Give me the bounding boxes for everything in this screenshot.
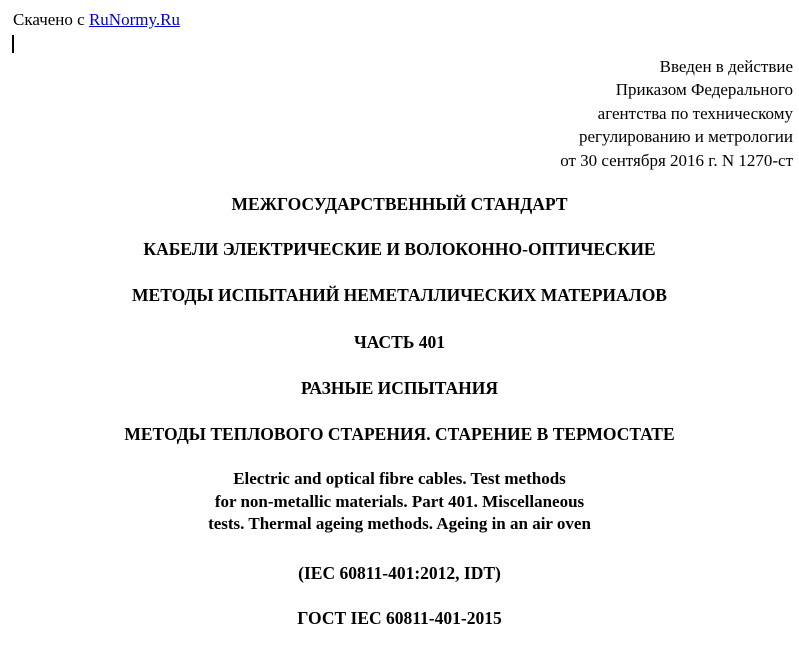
- thermal-ageing-heading: МЕТОДЫ ТЕПЛОВОГО СТАРЕНИЯ. СТАРЕНИЕ В ТЕРМОСТАТЕ: [124, 424, 675, 444]
- part-heading: ЧАСТЬ 401: [353, 332, 446, 352]
- enactment-line: Приказом Федерального: [615, 80, 793, 100]
- source-line: [13, 9, 180, 31]
- enactment-line: Введен в действие: [659, 57, 793, 76]
- standard-type-heading: МЕЖГОСУДАРСТВЕННЫЙ СТАНДАРТ: [231, 194, 568, 214]
- enactment-line: от 30 сентября 2016 г. N 1270-ст: [560, 150, 793, 170]
- enactment-notice: [373, 55, 793, 172]
- source-prefix: Скачено с: [13, 10, 89, 29]
- iec-reference: (IEC 60811-401:2012, IDT): [298, 563, 501, 583]
- enactment-line: агентства по техническому: [597, 103, 793, 123]
- gost-number: ГОСТ IEC 60811-401-2015: [297, 608, 502, 628]
- misc-tests-heading: РАЗНЫЕ ИСПЫТАНИЯ: [300, 378, 499, 398]
- english-title-line: for non-metallic materials. Part 401. Miscellaneous: [214, 491, 585, 511]
- english-title-line: Electric and optical fibre cables. Test methods: [233, 469, 566, 488]
- cables-heading: КАБЕЛИ ЭЛЕКТРИЧЕСКИЕ И ВОЛОКОННО-ОПТИЧЕСКИЕ: [143, 239, 656, 259]
- text-cursor: [12, 35, 14, 53]
- enactment-line: регулированию и метрологии: [578, 127, 793, 147]
- source-link[interactable]: RuNormy.Ru: [88, 10, 180, 29]
- english-title-line: tests. Thermal ageing methods. Ageing in an air oven: [208, 514, 591, 533]
- english-title: [0, 468, 799, 536]
- methods-heading: МЕТОДЫ ИСПЫТАНИЙ НЕМЕТАЛЛИЧЕСКИХ МАТЕРИАЛОВ: [132, 285, 667, 305]
